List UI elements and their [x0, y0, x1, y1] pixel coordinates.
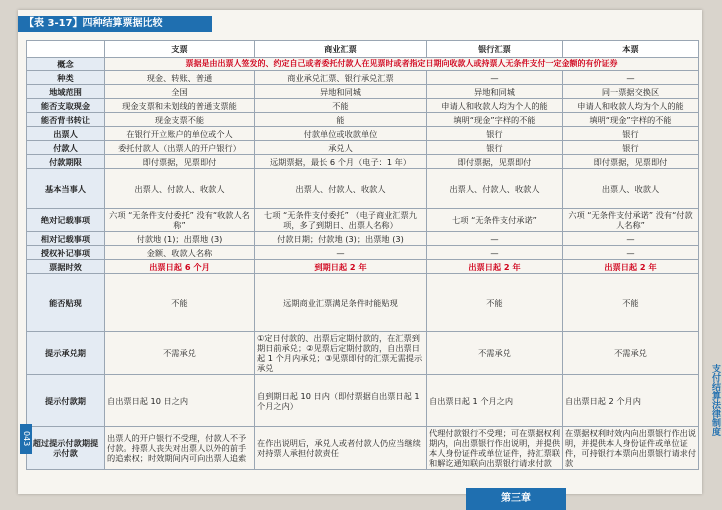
table-cell: 异地和同城	[255, 85, 427, 99]
table-cell: 不能	[563, 274, 699, 332]
table-row	[27, 260, 699, 274]
table-cell: 不能	[105, 274, 255, 332]
table-cell: 到期日起 2 年	[255, 260, 427, 274]
row-label: 相对记载事项	[27, 232, 105, 246]
table-row	[27, 141, 699, 155]
row-label: 基本当事人	[27, 169, 105, 209]
table-row-concept	[27, 58, 699, 71]
table-row	[27, 246, 699, 260]
table-cell: 六项 “无条件支付承诺” 没有“付款人名称”	[563, 209, 699, 232]
row-label: 超过提示付款期提示付款	[27, 427, 105, 470]
table-row	[27, 99, 699, 113]
table-cell: 现金、转账、普通	[105, 71, 255, 85]
table-cell: —	[563, 246, 699, 260]
table-cell: 申请人和收款人均为个人的能	[427, 99, 563, 113]
row-label: 付款人	[27, 141, 105, 155]
table-cell: 不能	[427, 274, 563, 332]
table-cell: 付款地 (1)；出票地 (3)	[105, 232, 255, 246]
table-cell: 远期商业汇票满足条件时能贴现	[255, 274, 427, 332]
table-cell: 现金支票不能	[105, 113, 255, 127]
table-cell: 不需承兑	[563, 332, 699, 375]
row-label: 概念	[27, 58, 105, 71]
page-number: 043	[20, 424, 32, 454]
table-row	[27, 232, 699, 246]
table-cell: 远期票据，最长 6 个月（电子：1 年）	[255, 155, 427, 169]
table-row	[27, 71, 699, 85]
table-cell: 付款日期；付款地 (3)；出票地 (3)	[255, 232, 427, 246]
side-chapter-label: 支付结算法律制度	[710, 364, 720, 436]
table-cell: 代理付款银行不受理；可在票据权利期内，向出票银行作出说明，并提供本人身份证件或单位证件，持汇票联和解讫通知联向出票银行请求付款	[427, 427, 563, 470]
row-label: 出票人	[27, 127, 105, 141]
table-row	[27, 375, 699, 427]
table-cell: 出票日起 6 个月	[105, 260, 255, 274]
document-page	[18, 10, 720, 504]
table-cell: 填明“现金”字样的不能	[563, 113, 699, 127]
row-label: 授权补记事项	[27, 246, 105, 260]
header-cheque: 支票	[105, 41, 255, 58]
table-row	[27, 274, 699, 332]
table-cell: 出票人、付款人、收款人	[427, 169, 563, 209]
table-row	[27, 332, 699, 375]
table-cell: 即付票据，见票即付	[105, 155, 255, 169]
table-cell: 同一票据交换区	[563, 85, 699, 99]
table-cell: 七项 “无条件支付委托” （电子商业汇票九项，多了到期日、出票人名称）	[255, 209, 427, 232]
table-cell: 银行	[427, 141, 563, 155]
row-label: 绝对记载事项	[27, 209, 105, 232]
row-label: 票据时效	[27, 260, 105, 274]
comparison-table	[26, 40, 699, 470]
table-cell: —	[563, 232, 699, 246]
row-label: 能否贴现	[27, 274, 105, 332]
chapter-tab: 第三章	[466, 488, 566, 510]
table-cell: 银行	[563, 141, 699, 155]
table-cell: 现金支票和未划线的普通支票能	[105, 99, 255, 113]
table-cell: 银行	[427, 127, 563, 141]
table-cell: 自出票日起 10 日之内	[105, 375, 255, 427]
table-cell: 商业承兑汇票、银行承兑汇票	[255, 71, 427, 85]
table-cell: 不需承兑	[427, 332, 563, 375]
header-bank-draft: 银行汇票	[427, 41, 563, 58]
table-cell: —	[427, 232, 563, 246]
row-label: 提示付款期	[27, 375, 105, 427]
table-cell: 不能	[255, 99, 427, 113]
table-cell: —	[255, 246, 427, 260]
table-cell: 申请人和收款人均为个人的能	[563, 99, 699, 113]
table-cell: 委托付款人（出票人的开户银行）	[105, 141, 255, 155]
row-label: 能否支取现金	[27, 99, 105, 113]
table-cell: 六项 “无条件支付委托” 没有“收款人名称”	[105, 209, 255, 232]
table-row	[27, 127, 699, 141]
table-row	[27, 427, 699, 470]
header-commercial-draft: 商业汇票	[255, 41, 427, 58]
row-label: 提示承兑期	[27, 332, 105, 375]
table-cell: 在银行开立账户的单位或个人	[105, 127, 255, 141]
table-cell: 自到期日起 10 日内（即付票据自出票日起 1 个月之内）	[255, 375, 427, 427]
header-corner	[27, 41, 105, 58]
table-cell: 能	[255, 113, 427, 127]
table-cell: 出票人、付款人、收款人	[255, 169, 427, 209]
table-cell: —	[563, 71, 699, 85]
table-cell: 全国	[105, 85, 255, 99]
table-cell: 自出票日起 1 个月之内	[427, 375, 563, 427]
row-label: 能否背书转让	[27, 113, 105, 127]
table-cell: 在票据权利时效内向出票银行作出说明，并提供本人身份证件或单位证件，可持银行本票向出票银行请求付款	[563, 427, 699, 470]
table-cell: 承兑人	[255, 141, 427, 155]
table-cell: —	[427, 71, 563, 85]
table-cell: 即付票据，见票即付	[563, 155, 699, 169]
header-promissory-note: 本票	[563, 41, 699, 58]
table-cell: 填明“现金”字样的不能	[427, 113, 563, 127]
table-cell: 在作出说明后，承兑人或者付款人仍应当继续对持票人承担付款责任	[255, 427, 427, 470]
table-header-row	[27, 41, 699, 58]
table-cell: 金额、收款人名称	[105, 246, 255, 260]
table-cell: 出票日起 2 年	[427, 260, 563, 274]
table-cell: 付款单位或收款单位	[255, 127, 427, 141]
table-row	[27, 209, 699, 232]
table-row	[27, 169, 699, 209]
table-cell: 七项 “无条件支付承诺”	[427, 209, 563, 232]
table-cell: 不需承兑	[105, 332, 255, 375]
table-cell: 出票人、收款人	[563, 169, 699, 209]
row-label: 地域范围	[27, 85, 105, 99]
table-cell: —	[427, 246, 563, 260]
row-label: 种类	[27, 71, 105, 85]
table-cell: 银行	[563, 127, 699, 141]
table-cell: 出票人、付款人、收款人	[105, 169, 255, 209]
concept-text: 票据是由出票人签发的、约定自己或者委托付款人在见票时或者指定日期向收款人或持票人无条件支付一定金额的有价证券	[105, 58, 699, 71]
table-cell: ①定日付款的、出票后定期付款的，在汇票到期日前承兑；②见票后定期付款的，自出票日起 1 个月内承兑；③见票即付的汇票无需提示承兑	[255, 332, 427, 375]
row-label: 付款期限	[27, 155, 105, 169]
table-title: 【表 3-17】四种结算票据比较	[18, 16, 212, 32]
table-cell: 即付票据，见票即付	[427, 155, 563, 169]
table-row	[27, 155, 699, 169]
table-row	[27, 85, 699, 99]
table-cell: 出票日起 2 年	[563, 260, 699, 274]
table-cell: 异地和同城	[427, 85, 563, 99]
table-cell: 出票人的开户银行不受理，付款人不予付款。持票人丧失对出票人以外的前手的追索权；时效期间内可向出票人追索	[105, 427, 255, 470]
table-row	[27, 113, 699, 127]
table-cell: 自出票日起 2 个月内	[563, 375, 699, 427]
